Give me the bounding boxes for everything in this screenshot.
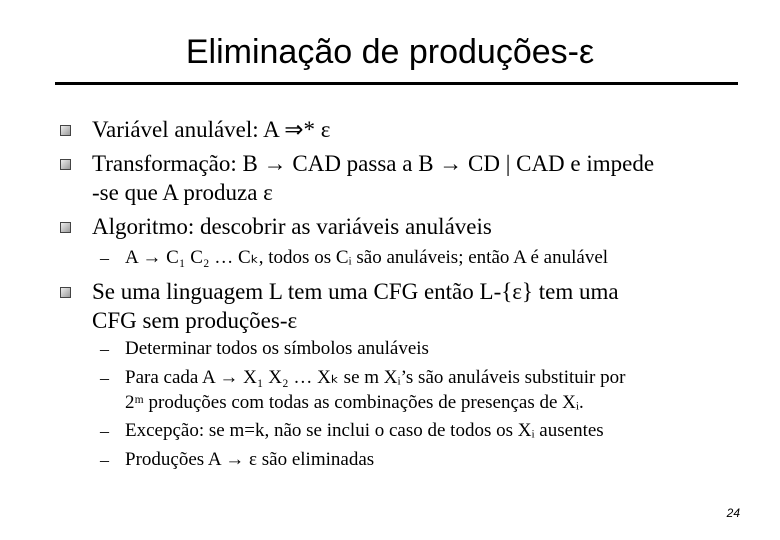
- bullet-text-line1: Transformação: B → CAD passa a B → CD | CAD e impede: [92, 151, 655, 176]
- checkbox-square-bullet-icon: [60, 159, 71, 170]
- subbullet-text: Produções A → ε são eliminadas: [125, 449, 375, 470]
- subbullet-text: A → C₁ C₂ … Cₖ, todos os Cᵢ são anuláveis; então A é anulável: [125, 247, 609, 268]
- dash-icon: –: [100, 339, 109, 359]
- checkbox-square-bullet-icon: [60, 287, 71, 298]
- bullet-text-line1: Se uma linguagem L tem uma CFG então L-{ε} tem uma: [92, 279, 619, 304]
- dash-icon: –: [100, 368, 109, 388]
- title-underline: [55, 82, 738, 85]
- bullet-text: Variável anulável: A ⇒* ε: [92, 117, 331, 142]
- checkbox-square-bullet-icon: [60, 222, 71, 233]
- subbullet-text-line1: Para cada A → X₁ X₂ … Xₖ se m Xᵢ’s são anuláveis substituir por: [125, 367, 626, 388]
- bullet-text: Algoritmo: descobrir as variáveis anuláveis: [92, 214, 492, 239]
- bullet-text-line2: CFG sem produções-ε: [92, 308, 298, 333]
- page-number: 24: [726, 506, 740, 520]
- subbullet-text: Excepção: se m=k, não se inclui o caso de todos os Xᵢ ausentes: [125, 420, 604, 441]
- slide-title: Eliminação de produções-ε: [185, 33, 595, 71]
- bullet-text-line2: -se que A produza ε: [92, 180, 273, 205]
- dash-icon: –: [100, 421, 109, 441]
- subbullet-text-line2: 2ᵐ produções com todas as combinações de presenças de Xᵢ.: [125, 392, 584, 413]
- dash-icon: –: [100, 450, 109, 470]
- dash-icon: –: [100, 248, 109, 268]
- checkbox-square-bullet-icon: [60, 125, 71, 136]
- subbullet-text: Determinar todos os símbolos anuláveis: [125, 338, 429, 359]
